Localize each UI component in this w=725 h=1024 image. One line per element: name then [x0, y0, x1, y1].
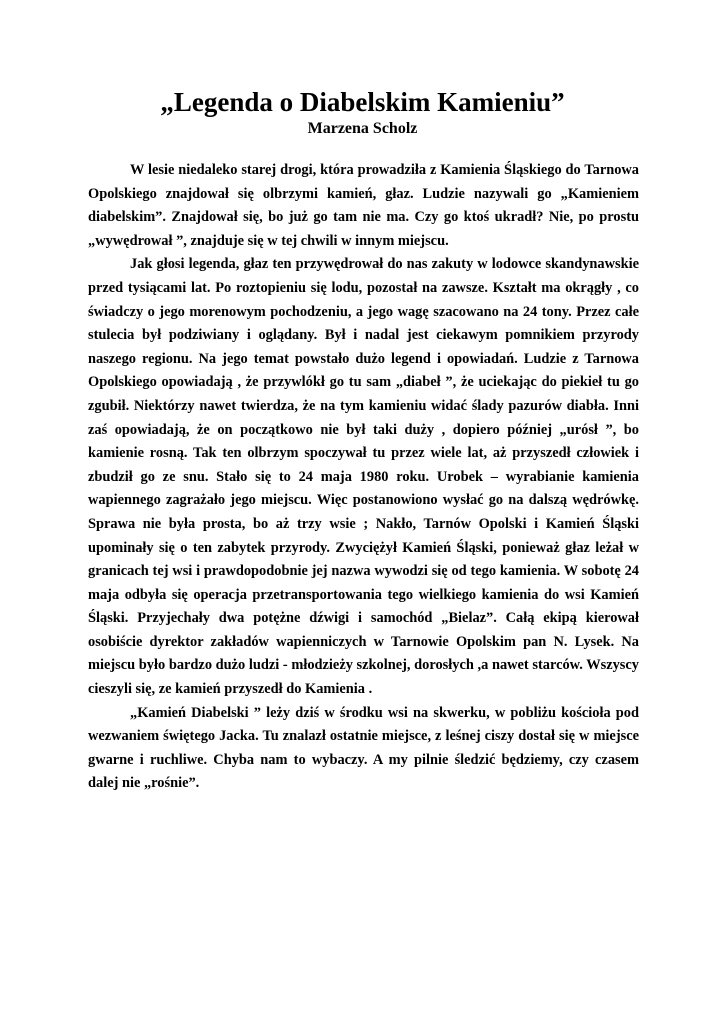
paragraph-3: „Kamień Diabelski ” leży dziś w środku wsi na skwerku, w pobliżu kościoła pod wezwaniem świętego Jacka. Tu znalazł ostatnie miejsce, z leśnej ciszy dostał się w miejsce gwarne i ruchliwe. Chyba nam to wybaczy. A my pilnie śledzić będziemy, czy czasem dalej nie „rośnie”. [88, 704, 639, 792]
paragraph-2: Jak głosi legenda, głaz ten przywędrował do nas zakuty w lodowce skandynawskie przed tysiącami lat. Po roztopieniu się lodu, pozostał na zawsze. Kształt ma okrągły , co świadczy o jego morenowym pochodzeniu, a jego wagę szacowano na 24 tony. Przez całe stulecia był podziwiany i oglądany. Był i nadal jest ciekawym pomnikiem przyrody naszego regionu. Na jego temat powstało dużo legend i opowiadań. Ludzie z Tarnowa Opolskiego opowiadają , że przywlókł go tu sam „diabeł ”, że uciekając do piekieł tu go zgubił. Niektórzy nawet twierdza, że na tym kamieniu widać ślady pazurów diabła. Inni zaś opowiadają, że on początkowo nie był taki duży , dopiero później „urósł ”, bo kamienie rosną. Tak ten olbrzym spoczywał tu przez wiele lat, aż przyszedł człowiek i zbudził go ze snu. Stało się to 24 maja 1980 roku. Urobek – wyrabianie kamienia wapiennego zagrażało jego miejscu. Więc postanowiono wysłać go na dalszą wędrówkę. Sprawa nie była prosta, bo aż trzy wsie ; Nakło, Tarnów Opolski i Kamień Śląski upominały się o ten zabytek przyrody. Zwyciężył Kamień Śląski, ponieważ głaz leżał w granicach tej wsi i prawdopodobnie jej nazwa wywodzi się od tego kamienia. W sobotę 24 maja odbyła się operacja przetransportowania tego wielkiego kamienia do wsi Kamień Śląski. Przyjechały dwa potężne dźwigi i samochód „Bielaz”. Całą ekipą kierował osobiście dyrektor zakładów wapienniczych w Tarnowie Opolskim pan N. Lysek. Na miejscu było bardzo dużo ludzi - młodzieży szkolnej, dorosłych ,a nawet starców. Wszyscy cieszyli się, ze kamień przyszedł do Kamienia . [88, 256, 639, 698]
document-body [88, 159, 639, 796]
document-title: „Legenda o Diabelskim Kamieniu” [160, 87, 565, 117]
document-author: Marzena Scholz [307, 120, 418, 137]
paragraph-1: W lesie niedaleko starej drogi, która prowadziła z Kamienia Śląskiego do Tarnowa Opolskiego znajdował się olbrzymi kamień, głaz. Ludzie nazywali go „Kamieniem diabelskim”. Znajdował się, bo już go tam nie ma. Czy go ktoś ukradł? Nie, po prostu „wywędrował ”, znajduje się w tej chwili w innym miejscu. [88, 162, 639, 249]
